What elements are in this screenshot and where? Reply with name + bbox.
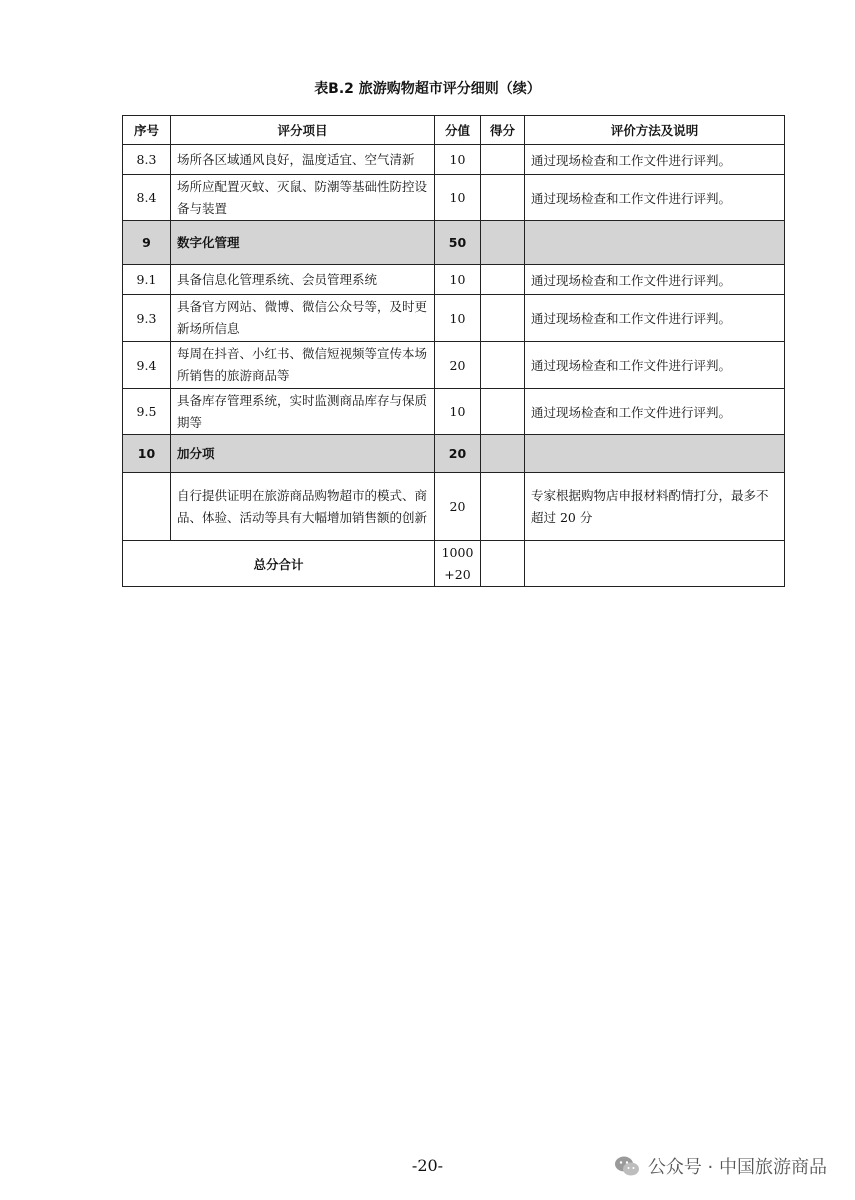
section-no: 9 (123, 221, 171, 265)
row-score: 10 (435, 295, 481, 342)
row-got (481, 145, 525, 175)
scoring-table (122, 115, 785, 587)
row-score: 10 (435, 265, 481, 295)
row-method: 通过现场检查和工作文件进行评判。 (525, 389, 785, 435)
row-method: 通过现场检查和工作文件进行评判。 (525, 145, 785, 175)
row-method: 通过现场检查和工作文件进行评判。 (525, 175, 785, 221)
section-method (525, 435, 785, 473)
row-no: 9.4 (123, 342, 171, 389)
row-method: 通过现场检查和工作文件进行评判。 (525, 342, 785, 389)
total-row (123, 541, 785, 587)
page-number: -20- (411, 1156, 444, 1175)
row-score: 10 (435, 175, 481, 221)
row-score: 10 (435, 145, 481, 175)
row-score: 20 (435, 342, 481, 389)
header-score: 分值 (435, 116, 481, 145)
row-item: 具备库存管理系统，实时监测商品库存与保质期等 (171, 389, 435, 435)
table-row (123, 473, 785, 541)
row-item: 具备信息化管理系统、会员管理系统 (171, 265, 435, 295)
row-got (481, 295, 525, 342)
row-item: 具备官方网站、微博、微信公众号等，及时更新场所信息 (171, 295, 435, 342)
section-row (123, 221, 785, 265)
row-got (481, 473, 525, 541)
row-item: 自行提供证明在旅游商品购物超市的模式、商品、体验、活动等具有大幅增加销售额的创新 (171, 473, 435, 541)
section-no: 10 (123, 435, 171, 473)
row-method: 通过现场检查和工作文件进行评判。 (525, 295, 785, 342)
table-row (123, 342, 785, 389)
table-row (123, 389, 785, 435)
total-label: 总分合计 (123, 541, 435, 587)
section-row (123, 435, 785, 473)
watermark-text: 公众号 · 中国旅游商品 (647, 1157, 827, 1178)
header-item: 评分项目 (171, 116, 435, 145)
section-title: 加分项 (171, 435, 435, 473)
row-item: 场所各区域通风良好，温度适宜、空气清新 (171, 145, 435, 175)
row-no: 9.1 (123, 265, 171, 295)
header-got: 得分 (481, 116, 525, 145)
row-no: 9.5 (123, 389, 171, 435)
header-no: 序号 (123, 116, 171, 145)
row-no: 9.3 (123, 295, 171, 342)
total-score-line1: 1000 (441, 544, 474, 560)
table-row (123, 295, 785, 342)
table-header-row (123, 116, 785, 145)
row-method: 专家根据购物店申报材料酌情打分，最多不超过 20 分 (525, 473, 785, 541)
row-no: 8.4 (123, 175, 171, 221)
total-score (435, 541, 481, 587)
table-row (123, 175, 785, 221)
row-score: 20 (435, 473, 481, 541)
table-row (123, 265, 785, 295)
section-title: 数字化管理 (171, 221, 435, 265)
row-score: 10 (435, 389, 481, 435)
row-got (481, 175, 525, 221)
total-method (525, 541, 785, 587)
header-method: 评价方法及说明 (525, 116, 785, 145)
table-row (123, 145, 785, 175)
row-got (481, 265, 525, 295)
section-got (481, 435, 525, 473)
row-got (481, 342, 525, 389)
row-item: 每周在抖音、小红书、微信短视频等宣传本场所销售的旅游商品等 (171, 342, 435, 389)
section-score: 50 (435, 221, 481, 265)
section-method (525, 221, 785, 265)
section-got (481, 221, 525, 265)
total-score-line2: +20 (444, 566, 471, 582)
row-got (481, 389, 525, 435)
watermark (614, 1153, 827, 1179)
row-item: 场所应配置灭蚊、灭鼠、防潮等基础性防控设备与装置 (171, 175, 435, 221)
total-got (481, 541, 525, 587)
table-title: 表B.2 旅游购物超市评分细则（续） (314, 81, 541, 97)
row-method: 通过现场检查和工作文件进行评判。 (525, 265, 785, 295)
row-no: 8.3 (123, 145, 171, 175)
section-score: 20 (435, 435, 481, 473)
row-no (123, 473, 171, 541)
wechat-icon (614, 1155, 640, 1177)
